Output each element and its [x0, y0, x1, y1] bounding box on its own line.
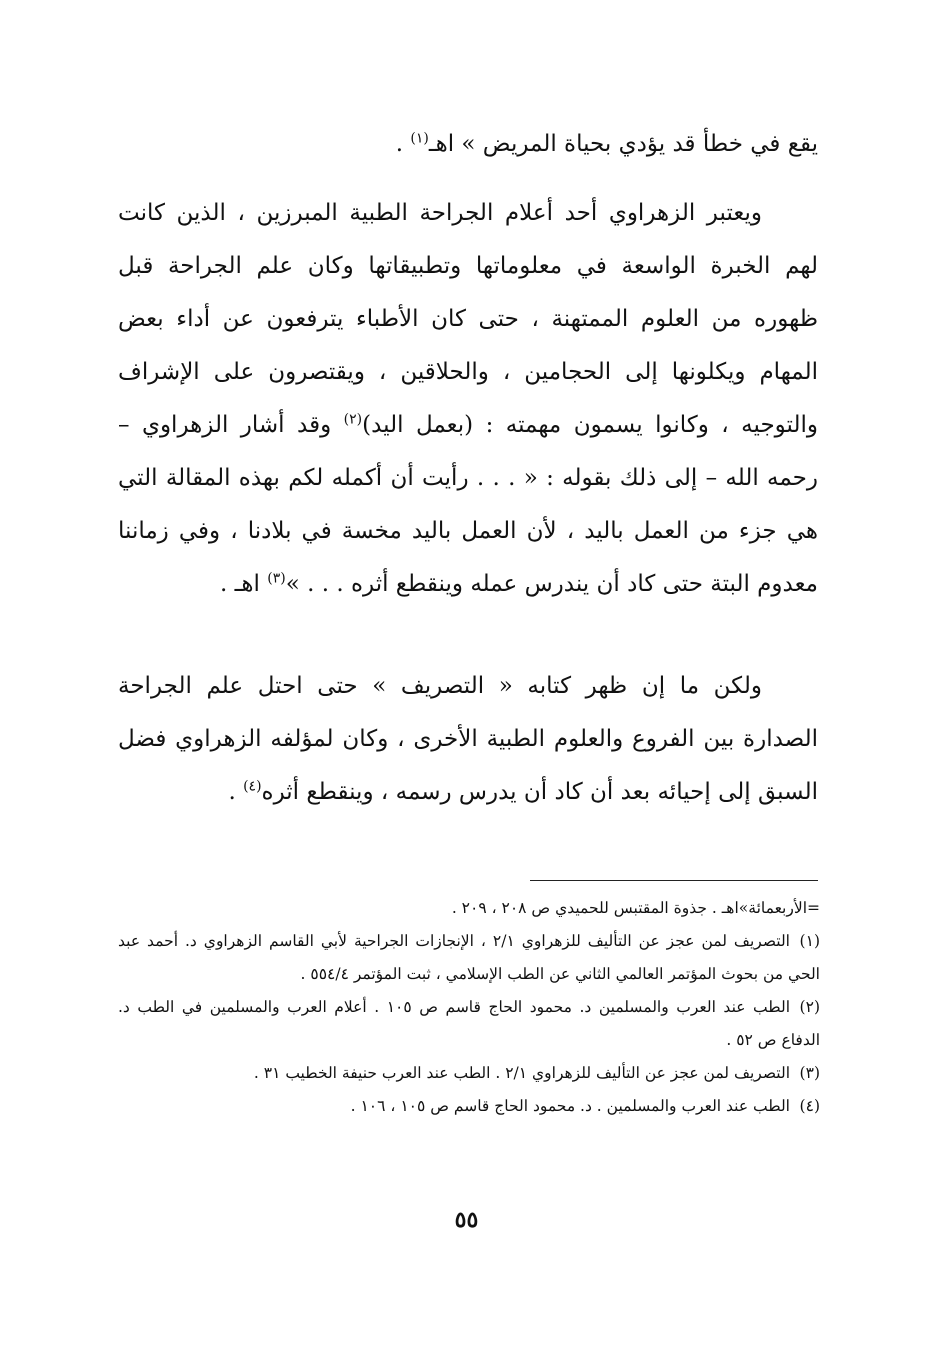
footnote-ref-1: (١) — [410, 130, 429, 147]
footnote-number: (٢) — [799, 998, 820, 1016]
paragraph-2-text-b: وقد أشار الزهراوي – رحمه الله – إلى ذلك بقوله : « . . . رأيت أن أكمله لكم بهذه المقالة التي هي جزء من العمل باليد ، لأن العمل باليد مخسة في بلادنا ، وفي زماننا معدوم البتة حتى كاد أن يندرس عمله وينقطع أثره . . . » — [118, 412, 818, 597]
page-number: ٥٥ — [454, 1207, 479, 1233]
footnote-divider — [530, 880, 818, 881]
footnote-text: الطب عند العرب والمسلمين . د. محمود الحاج قاسم ص ١٠٥ ، ١٠٦ . — [350, 1097, 790, 1115]
footnote-1 — [118, 925, 820, 991]
footnote-2 — [118, 991, 820, 1057]
footnote-ref-3: (٣) — [267, 570, 286, 587]
footnote-text: التصريف لمن عجز عن التأليف للزهراوي ٢/١ ، الإنجازات الجراحية لأبي القاسم الزهراوي د. أحمد عبد الحي من بحوث المؤتمر العالمي الثاني عن الطب الإسلامي ، ثبت المؤتمر ٥٥٤/٤ . — [118, 932, 820, 983]
paragraph-3-end: . — [228, 779, 244, 805]
paragraph-2 — [118, 187, 818, 611]
paragraph-2-text-c: اهـ . — [220, 571, 268, 597]
footnote-text: الطب عند العرب والمسلمين د. محمود الحاج قاسم ص ١٠٥ . أعلام العرب والمسلمين في الطب د. الدفاع ص ٥٢ . — [118, 998, 820, 1049]
footnote-number: (١) — [799, 932, 820, 950]
footnote-3 — [118, 1057, 820, 1090]
footnote-ref-2: (٢) — [343, 411, 363, 428]
paragraph-3 — [118, 660, 818, 819]
footnote-continuation: =الأربعمائة»اهـ . جذوة المقتبس للحميدي ص ٢٠٨ ، ٢٠٩ . — [451, 899, 820, 917]
paragraph-3-text: ولكن ما إن ظهر كتابه « التصريف » حتى احتل علم الجراحة الصدارة بين الفروع والعلوم الطبية الأخرى ، وكان لمؤلفه الزهراوي فضل السبق إلى إحيائه بعد أن كاد أن يدرس رسمه ، وينقطع أثره — [118, 673, 818, 805]
footnote-text: التصريف لمن عجز عن التأليف للزهراوي ٢/١ . الطب عند العرب حنيفة الخطيب ٣١ . — [253, 1064, 790, 1082]
footnotes-section — [118, 892, 820, 1123]
footnote-ref-4: (٤) — [243, 778, 262, 795]
footnote-4 — [118, 1090, 820, 1123]
paragraph-2-text-a: ويعتبر الزهراوي أحد أعلام الجراحة الطبية المبرزين ، الذين كانت لهم الخبرة الواسعة في معلوماتها وتطبيقاتها وكان علم الجراحة قبل ظهوره من العلوم الممتهنة ، حتى كان الأطباء يترفعون عن أداء بعض المهام ويكلونها إلى الحجامين ، والحلاقين ، ويقتصرون على الإشراف والتوجيه ، وكانوا يسمون مهمته : (بعمل اليد) — [118, 200, 818, 438]
footnote-number: (٣) — [799, 1064, 820, 1082]
paragraph-1-text: يقع في خطأ قد يؤدي بحياة المريض » اهـ — [428, 131, 818, 157]
paragraph-1-end: . — [395, 131, 411, 157]
paragraph-1 — [118, 118, 818, 171]
footnote-number: (٤) — [799, 1097, 820, 1115]
